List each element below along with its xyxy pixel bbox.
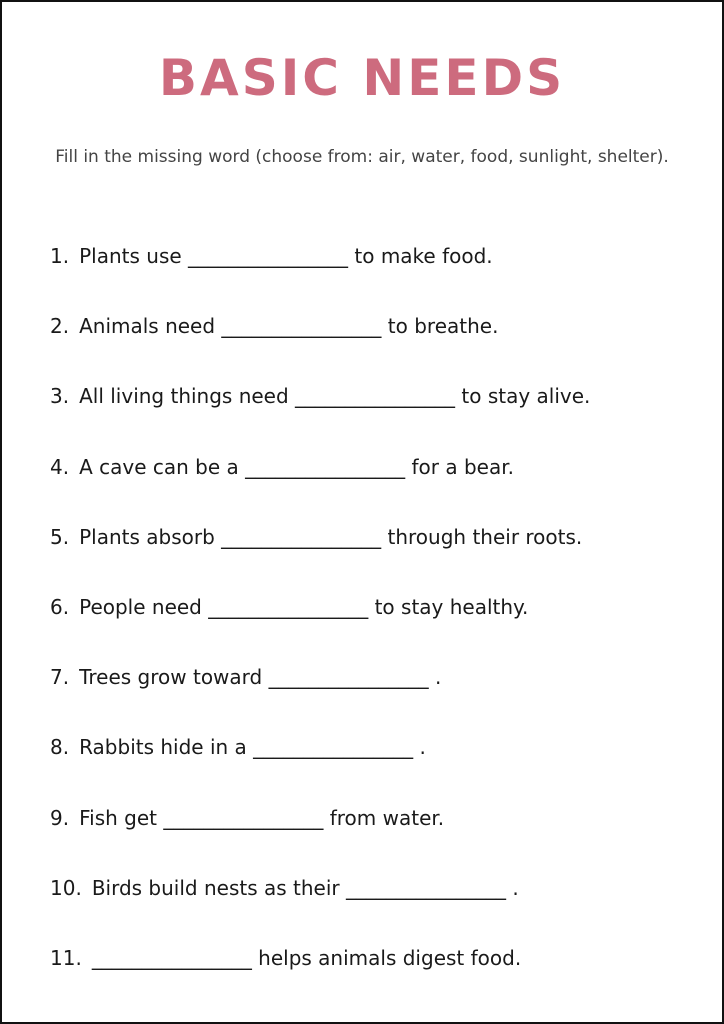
question-number: 6. bbox=[50, 594, 70, 619]
question-number: 3. bbox=[50, 384, 70, 409]
question-number: 7. bbox=[50, 665, 70, 690]
question-list bbox=[50, 239, 690, 1011]
question-number: 1. bbox=[50, 244, 70, 268]
question-text: Fish get ________________ from water. bbox=[79, 805, 445, 830]
question-number: 9. bbox=[50, 805, 70, 830]
question-number: 10. bbox=[50, 875, 82, 900]
question-item bbox=[50, 871, 690, 941]
question-item bbox=[50, 730, 690, 800]
question-number: 5. bbox=[50, 524, 70, 549]
question-text: People need ________________ to stay healthy. bbox=[79, 594, 529, 619]
question-number: 8. bbox=[50, 735, 70, 760]
question-text: A cave can be a ________________ for a bear. bbox=[79, 454, 514, 479]
question-text: Trees grow toward ________________ . bbox=[79, 665, 442, 690]
question-text: Plants use ________________ to make food. bbox=[79, 244, 493, 268]
question-number: 11. bbox=[50, 945, 82, 970]
question-item bbox=[50, 520, 690, 590]
question-text: All living things need ________________ to stay alive. bbox=[79, 384, 591, 409]
question-number: 4. bbox=[50, 454, 70, 479]
question-number: 2. bbox=[50, 314, 70, 339]
instructions-text: Fill in the missing word (choose from: air, water, food, sunlight, shelter). bbox=[55, 147, 669, 167]
question-item bbox=[50, 941, 690, 1011]
question-item bbox=[50, 660, 690, 730]
page-title: BASIC NEEDS bbox=[158, 49, 566, 107]
question-text: Birds build nests as their ________________ . bbox=[91, 875, 519, 900]
question-item bbox=[50, 590, 690, 660]
question-text: ________________ helps animals digest food. bbox=[91, 945, 522, 970]
question-item bbox=[50, 450, 690, 520]
question-item bbox=[50, 239, 690, 309]
question-item bbox=[50, 801, 690, 871]
question-item bbox=[50, 309, 690, 379]
question-item bbox=[50, 379, 690, 449]
question-text: Rabbits hide in a ________________ . bbox=[79, 735, 426, 760]
question-text: Plants absorb ________________ through their roots. bbox=[79, 524, 583, 549]
question-text: Animals need ________________ to breathe. bbox=[79, 314, 499, 339]
